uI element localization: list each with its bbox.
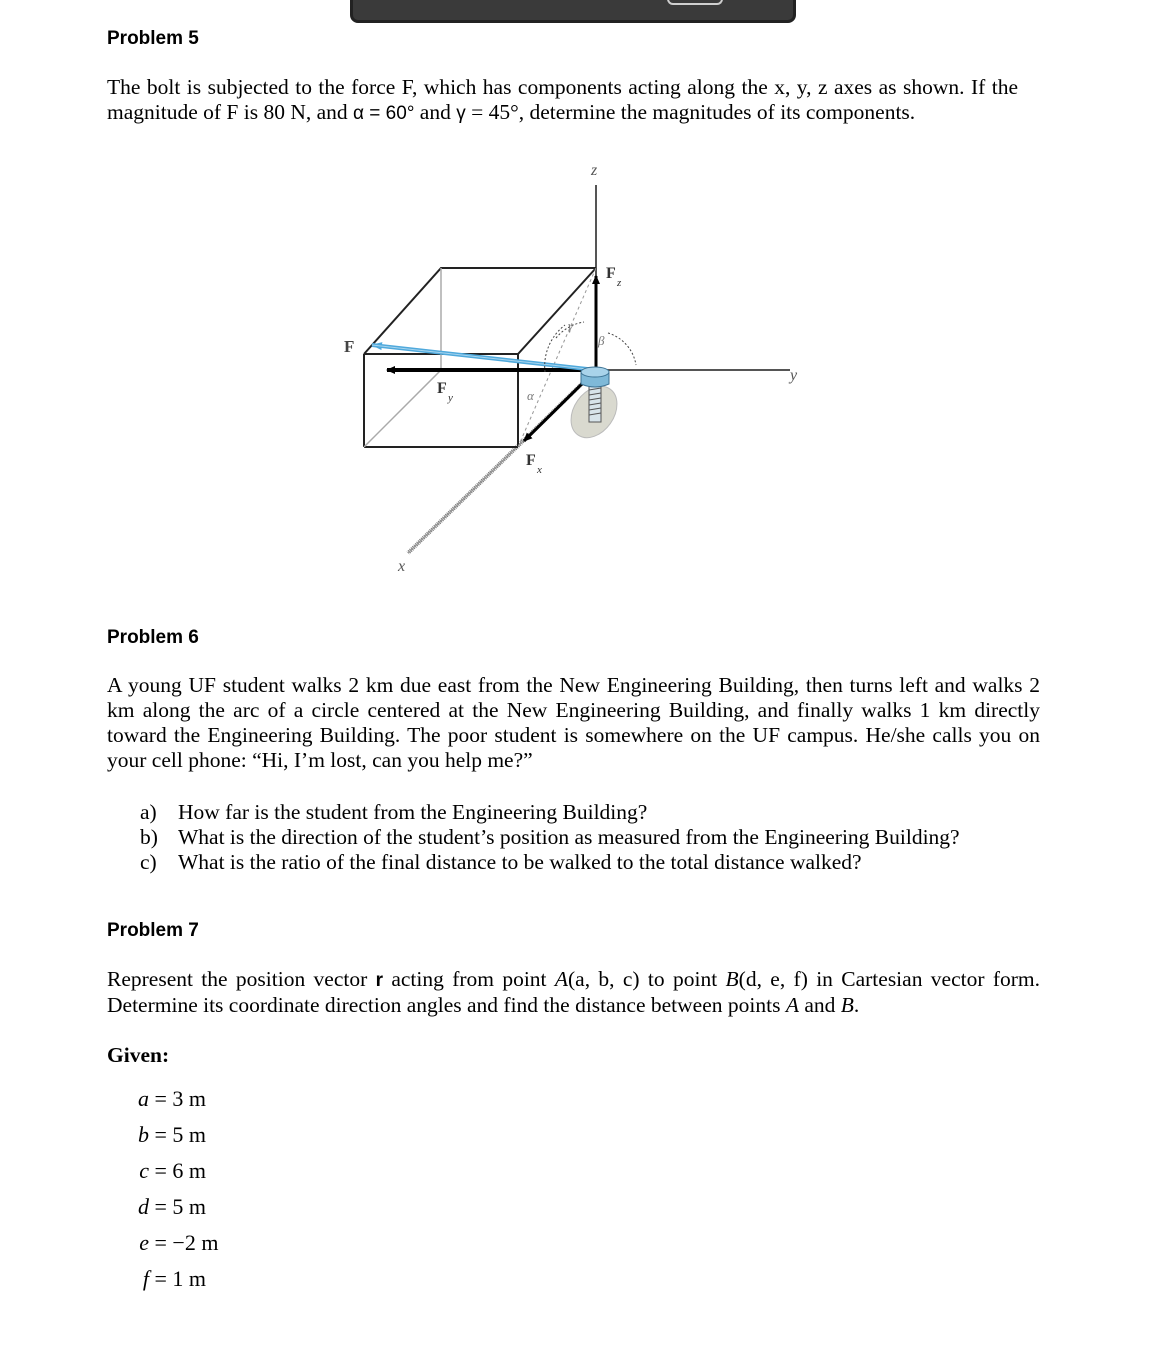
text-part: and — [798, 993, 841, 1017]
point-A: A — [785, 993, 799, 1017]
problem6-line: toward the Engineering Building. The poor student is somewhere on the UF campus. He/she calls you on — [107, 723, 1040, 747]
problem6-title: Problem 6 — [107, 627, 199, 648]
problem6-line: your cell phone: “Hi, I’m lost, can you help me?” — [107, 748, 533, 772]
label-Fx: F — [526, 452, 536, 469]
given-var: c — [139, 1158, 149, 1183]
text-part: (a, b, c) to point — [568, 967, 726, 991]
vector-r: r — [375, 970, 383, 991]
problem5-line1: The bolt is subjected to the force F, which has components acting along the x, y, z axes as shown. If the — [107, 75, 1018, 99]
given-var: f — [142, 1266, 149, 1291]
box-hidden-edge — [364, 370, 441, 447]
question-text: How far is the student from the Engineering Building? — [178, 800, 648, 824]
label-beta: β — [598, 333, 605, 348]
given-item — [131, 1122, 218, 1158]
problem6-questions — [140, 800, 1040, 875]
problem5-line2-part: and — [414, 100, 457, 124]
bolt-force-figure — [0, 0, 1153, 600]
text-part: . — [853, 993, 860, 1017]
label-Fz: F — [606, 265, 616, 282]
problem7-title: Problem 7 — [107, 920, 199, 941]
question-item — [140, 800, 1040, 825]
given-label: Given: — [107, 1043, 170, 1067]
question-label: c) — [140, 850, 157, 874]
question-item — [140, 825, 1040, 850]
gamma-symbol: γ — [456, 103, 466, 124]
question-text: What is the ratio of the final distance to be walked to the total distance walked? — [178, 850, 862, 874]
given-item — [131, 1266, 218, 1302]
given-value: = 5 m — [149, 1122, 207, 1147]
label-Fy: F — [437, 380, 447, 397]
beta-arc — [608, 333, 636, 365]
bolt-head-top — [581, 367, 609, 377]
label-alpha: α — [527, 388, 534, 403]
point-A: A — [554, 967, 569, 991]
problem5-line2-part: = 45°, determine the magnitudes of its components. — [465, 100, 916, 124]
given-var: a — [138, 1086, 149, 1111]
point-B: B — [840, 993, 854, 1017]
problem6-paragraph — [107, 673, 1040, 773]
given-item — [131, 1194, 218, 1230]
given-value: = 6 m — [149, 1158, 207, 1183]
label-gamma: γ — [568, 318, 574, 333]
question-text: What is the direction of the student’s position as measured from the Engineering Building? — [178, 825, 960, 849]
given-value: = 1 m — [149, 1266, 207, 1291]
given-value: = 3 m — [149, 1086, 207, 1111]
problem7-line1 — [107, 967, 1040, 993]
given-var: d — [138, 1194, 149, 1219]
problem7-line2 — [107, 993, 1040, 1018]
text-part: Represent the position vector — [107, 967, 376, 991]
label-y: y — [790, 367, 798, 384]
given-list — [131, 1086, 218, 1302]
given-item — [131, 1230, 218, 1266]
label-z: z — [591, 162, 598, 179]
question-label: b) — [140, 825, 158, 849]
label-x: x — [398, 558, 406, 575]
point-B: B — [725, 967, 739, 991]
problem7-text — [107, 967, 1040, 1018]
given-value: = 5 m — [149, 1194, 207, 1219]
alpha-expression: α = 60° — [353, 103, 415, 124]
text-part: (d, e, f) in Cartesian vector form. — [738, 967, 1041, 991]
problem5-title: Problem 5 — [107, 28, 199, 49]
problem6-line: km along the arc of a circle centered at the New Engineering Building, and finally walks 1 km directly — [107, 698, 1040, 722]
given-var: b — [138, 1122, 149, 1147]
question-item — [140, 850, 1040, 875]
given-var: e — [139, 1230, 149, 1255]
label-Fx-sub: x — [537, 464, 542, 476]
problem5-line2-part: magnitude of F is 80 N, and — [107, 100, 354, 124]
question-label: a) — [140, 800, 157, 824]
label-F: F — [344, 337, 355, 356]
text-part: Determine its coordinate direction angles and find the distance between points — [107, 993, 786, 1017]
given-item — [131, 1158, 218, 1194]
given-value: = −2 m — [149, 1230, 219, 1255]
problem6-line: A young UF student walks 2 km due east from the New Engineering Building, then turns left and walks 2 — [107, 673, 1040, 697]
label-Fz-sub: z — [617, 277, 622, 289]
text-part: acting from point — [383, 967, 555, 991]
given-item — [131, 1086, 218, 1122]
force-vector-highlight — [372, 345, 596, 370]
label-Fy-sub: y — [448, 392, 453, 404]
